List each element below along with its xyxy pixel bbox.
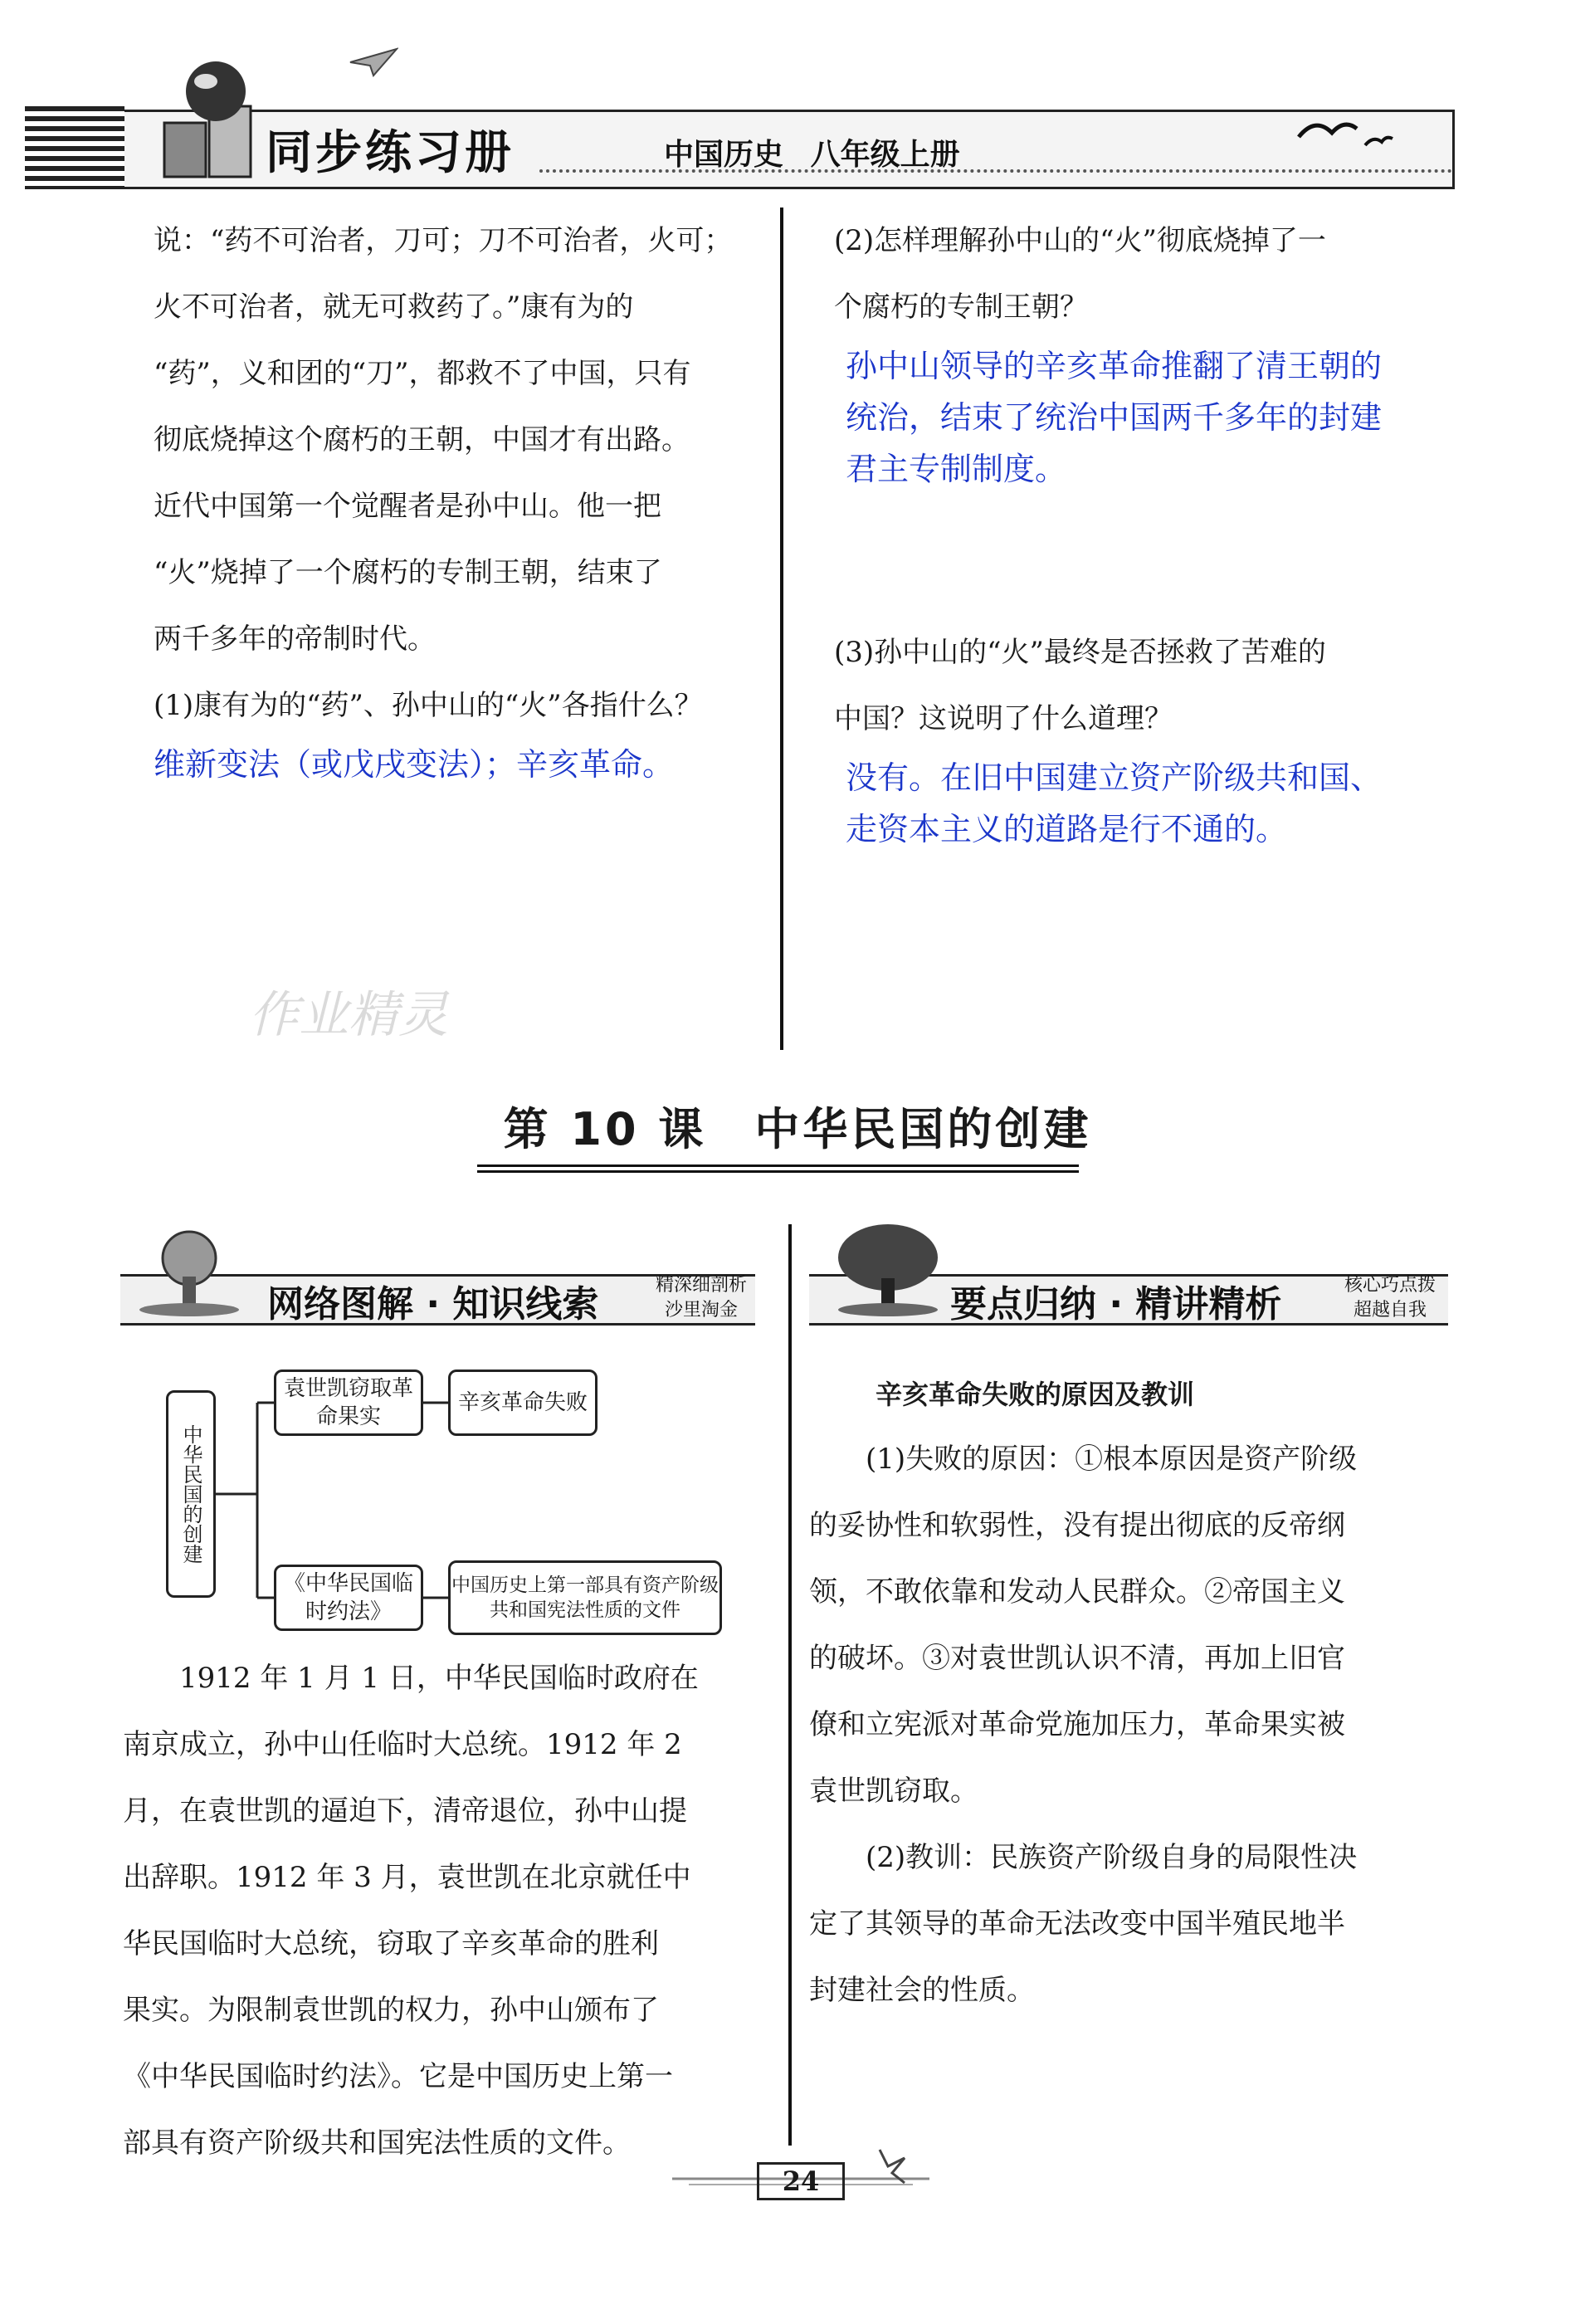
lesson-title: 第 10 课 中华民国的创建 (503, 1103, 1092, 1155)
paragraph-line: 果实。为限制袁世凯的权力，孙中山颁布了 (123, 1994, 659, 2027)
bottom-column-divider (788, 1224, 792, 2146)
key-point-line: 领，不敢依靠和发动人民群众。②帝国主义 (809, 1575, 1345, 1609)
watermark: 作业精灵 (249, 986, 448, 1044)
answer-3 (834, 752, 1465, 855)
key-point-line: (2)教训：民族资产阶级自身的局限性决 (866, 1841, 1358, 1874)
left-section-title: 网络图解 · 知识线索 (267, 1283, 599, 1326)
map-node-failure: 辛亥革命失败 (448, 1370, 598, 1436)
paragraph-line: 华民国临时大总统，窃取了辛亥革命的胜利 (123, 1927, 659, 1960)
birds-icon (1295, 112, 1394, 154)
question-2-line: (2)怎样理解孙中山的“火”彻底烧掉了一 (834, 224, 1326, 257)
right-tag-line-1: 核心巧点拨 (1344, 1275, 1436, 1296)
right-tag-line-2: 超越自我 (1353, 1300, 1427, 1321)
answer-2-line: 统治，结束了统治中国两千多年的封建 (846, 399, 1383, 436)
passage-line: 火不可治者，就无可救药了。”康有为的 (154, 290, 634, 324)
answer-2 (834, 340, 1465, 495)
paragraph-line: 出辞职。1912 年 3 月，袁世凯在北京就任中 (123, 1861, 691, 1894)
map-node-constitution: 《中华民国临时约法》 (274, 1565, 423, 1631)
left-tag-line-2: 沙里淘金 (664, 1300, 738, 1321)
question-1: (1)康有为的“药”、孙中山的“火”各指什么？ (154, 689, 703, 722)
tree-icon (830, 1220, 946, 1320)
right-section-title: 要点归纳 · 精讲精析 (950, 1283, 1282, 1326)
key-point-line: 封建社会的性质。 (809, 1974, 1035, 2007)
header-dotted-rule (539, 169, 1452, 173)
map-root-node: 中华民国的创建 (166, 1390, 216, 1598)
top-left-column (154, 208, 768, 790)
question-2-line: 个腐朽的专制王朝？ (834, 290, 1088, 324)
paragraph-line: 1912 年 1 月 1 日，中华民国临时政府在 (179, 1662, 699, 1695)
left-tag-line-1: 精深细剖析 (655, 1275, 747, 1296)
paper-plane-icon (349, 46, 398, 79)
map-node-yuan: 袁世凯窃取革命果实 (274, 1370, 423, 1436)
left-section-tag (647, 1273, 755, 1323)
key-point-line: (1)失败的原因：①根本原因是资产阶级 (866, 1443, 1358, 1476)
answer-1: 维新变法（或戊戌变法）；辛亥革命。 (154, 746, 675, 783)
passage-line: 近代中国第一个觉醒者是孙中山。他一把 (154, 490, 661, 523)
key-point-heading: 辛亥革命失败的原因及教训 (876, 1379, 1195, 1410)
globe-icon (158, 56, 266, 181)
grade: 八年级上册 (810, 138, 960, 172)
key-point-line: 僚和立宪派对革命党施加压力，革命果实被 (809, 1708, 1345, 1741)
question-3-line: 中国？这说明了什么道理？ (834, 702, 1173, 735)
passage-line: 两千多年的帝制时代。 (154, 622, 436, 656)
passage-line: “药”，义和团的“刀”，都救不了中国，只有 (154, 357, 691, 390)
page-number: 24 (757, 2162, 845, 2200)
passage-line: 说：“药不可治者，刀可；刀不可治者，火可； (154, 224, 733, 257)
top-right-column (834, 208, 1465, 855)
paragraph-line: 《中华民国临时约法》。它是中国历史上第一 (123, 2060, 673, 2093)
key-point-line: 的破坏。③对袁世凯认识不清，再加上旧官 (809, 1642, 1345, 1675)
paragraph-line: 南京成立，孙中山任临时大总统。1912 年 2 (123, 1728, 682, 1761)
key-point-line: 的妥协性和软弱性，没有提出彻底的反帝纲 (809, 1509, 1345, 1542)
subject: 中国历史 (664, 138, 784, 172)
passage-line: “火”烧掉了一个腐朽的专制王朝，结束了 (154, 556, 662, 589)
subject-grade (664, 131, 960, 173)
paragraph-line: 部具有资产阶级共和国宪法性质的文件。 (123, 2126, 631, 2160)
passage-line: 彻底烧掉这个腐朽的王朝，中国才有出路。 (154, 423, 690, 456)
map-node-significance: 中国历史上第一部具有资产阶级共和国宪法性质的文件 (448, 1560, 722, 1635)
key-point-line: 定了其领导的革命无法改变中国半殖民地半 (809, 1907, 1345, 1941)
answer-2-line: 君主专制制度。 (846, 451, 1067, 487)
left-paragraph (123, 1645, 770, 2176)
right-section-tag (1336, 1273, 1444, 1323)
answer-3-line: 走资本主义的道路是行不通的。 (846, 811, 1288, 847)
question-3-line: (3)孙中山的“火”最终是否拯救了苦难的 (834, 636, 1326, 669)
answer-3-line: 没有。在旧中国建立资产阶级共和国、 (846, 759, 1383, 796)
paragraph-line: 月，在袁世凯的逼迫下，清帝退位，孙中山提 (123, 1794, 687, 1828)
key-point-line: 袁世凯窃取。 (809, 1775, 978, 1808)
book-title: 同步练习册 (266, 126, 515, 180)
top-column-divider (780, 208, 783, 1050)
knowledge-map (158, 1353, 755, 1627)
tree-icon (124, 1227, 249, 1318)
right-paragraph (809, 1426, 1456, 2024)
answer-2-line: 孙中山领导的辛亥革命推翻了清王朝的 (846, 348, 1383, 384)
lesson-title-rule (477, 1164, 1079, 1173)
header-stripes (25, 106, 124, 189)
